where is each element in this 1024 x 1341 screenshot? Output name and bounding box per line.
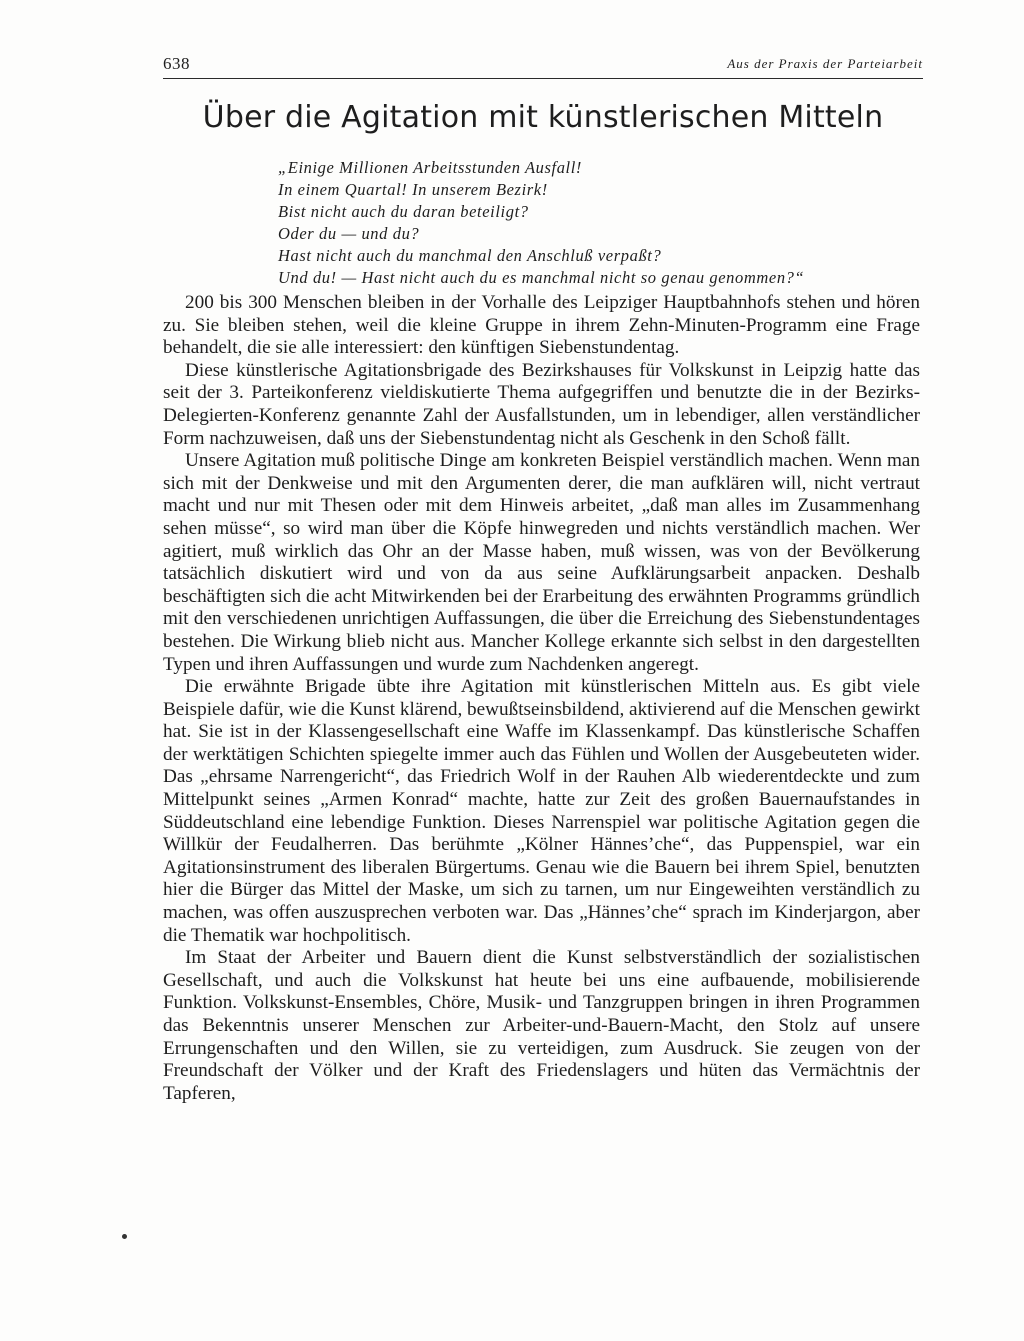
verse-line: Bist nicht auch du daran beteiligt?: [278, 202, 529, 221]
epigraph-verse: [278, 157, 928, 289]
paragraph: Unsere Agitation muß politische Dinge am konkreten Beispiel verständlich machen. Wenn man sich mit der Denkweise und mit den Argumenten derer, die man aufklären will, nicht vertraut macht und nur mit Thesen oder mit dem Hinweis arbeitet, „daß man alles im Zusammenhang sehen müsse“, so wird man über die Köpfe hinwegreden und nichts verständlich machen. Wer agitiert, muß wirklich das Ohr an der Masse haben, muß wissen, was von der Bevölkerung tatsächlich diskutiert wird und von da aus seine Aufklärungsarbeit anpacken. Deshalb beschäftigten sich die acht Mitwirkenden bei der Erarbeitung des erwähnten Programms gründlich mit den verschiedenen unrichtigen Auffassungen, die über die Erreichung des Siebenstundentages bestehen. Die Wirkung blieb nicht aus. Mancher Kollege erkannte sich selbst in den dargestellten Typen und ihren Auffassungen und wurde zum Nachdenken angeregt.: [163, 450, 920, 675]
paragraph: Diese künstlerische Agitationsbrigade des Bezirkshauses für Volkskunst in Leipzig hatte das seit der 3. Parteikonferenz vieldiskutierte Thema aufgegriffen und benutzte die in der Bezirks-Delegierten-Konferenz genannte Zahl der Ausfallstunden, um in lebendiger, allen verständlicher Form nachzuweisen, daß uns der Siebenstundentag nicht als Geschenk in den Schoß fällt.: [163, 359, 920, 449]
paragraph: 200 bis 300 Menschen bleiben in der Vorhalle des Leipziger Hauptbahnhofs stehen und hören zu. Sie bleiben stehen, weil die kleine Gruppe in ihrem Zehn-Minuten-Programm eine Frage behandelt, die sie alle interessiert: den künftigen Siebenstundentag.: [163, 292, 920, 359]
page-header: [163, 52, 923, 79]
article-body: [163, 292, 920, 1105]
verse-line: Hast nicht auch du manchmal den Anschluß verpaßt?: [278, 246, 662, 265]
verse-line: „Einige Millionen Arbeitsstunden Ausfall!: [278, 158, 583, 177]
verse-line: Oder du — und du?: [278, 224, 420, 243]
verse-line: In einem Quartal! In unserem Bezirk!: [278, 180, 548, 199]
article-title: Über die Agitation mit künstlerischen Mitteln: [202, 100, 884, 135]
paragraph: Im Staat der Arbeiter und Bauern dient die Kunst selbstverständlich der sozialistischen Gesellschaft, und auch die Volkskunst hat heute bei uns eine aufbauende, mobilisierende Funktion. Volkskunst-Ensembles, Chöre, Musik- und Tanzgruppen bringen in ihren Programmen das Bekenntnis unserer Menschen zur Arbeiter-und-Bauern-Macht, den Stolz auf unsere Errungenschaften und den Willen, sie zu verteidigen, zum Ausdruck. Sie zeugen von der Freundschaft der Völker und der Kraft des Friedenslagers und hüten das Vermächtnis der Tapferen,: [163, 947, 920, 1104]
verse-line: Und du! — Hast nicht auch du es manchmal nicht so genau genommen?“: [278, 268, 805, 287]
page-number: 638: [163, 54, 190, 73]
running-head: Aus der Praxis der Parteiarbeit: [727, 56, 923, 71]
paragraph: Die erwähnte Brigade übte ihre Agitation mit künstlerischen Mitteln aus. Es gibt viele Beispiele dafür, wie die Kunst klärend, bewußtseinsbildend, aktivierend auf die Menschen gewirkt hat. Sie ist in der Klassengesellschaft eine Waffe im Klassenkampf. Das künstlerische Schaffen der werktätigen Schichten spiegelte immer auch das Fühlen und Wollen der Ausgebeuteten wider. Das „ehrsame Narrengericht“, das Friedrich Wolf in der Rauhen Alb wiederentdeckte und zum Mittelpunkt seines „Armen Konrad“ machte, hatte zur Zeit des großen Bauernaufstandes in Süddeutschland eine lebendige Funktion. Dieses Narrenspiel war politische Agitation gegen die Willkür der Feudalherren. Das berühmte „Kölner Hännes’che“, das Puppenspiel, war ein Agitationsinstrument des liberalen Bürgertums. Genau wie die Bauern bei ihrem Spiel, benutzten hier die Bürger das Mittel der Maske, um sich zu tarnen, um nur Eingeweihten verständlich zu machen, was offen auszusprechen verboten war. Das „Hännes’che“ sprach im Kinderjargon, aber die Thematik war hochpolitisch.: [163, 676, 920, 946]
margin-dot: [122, 1234, 127, 1239]
